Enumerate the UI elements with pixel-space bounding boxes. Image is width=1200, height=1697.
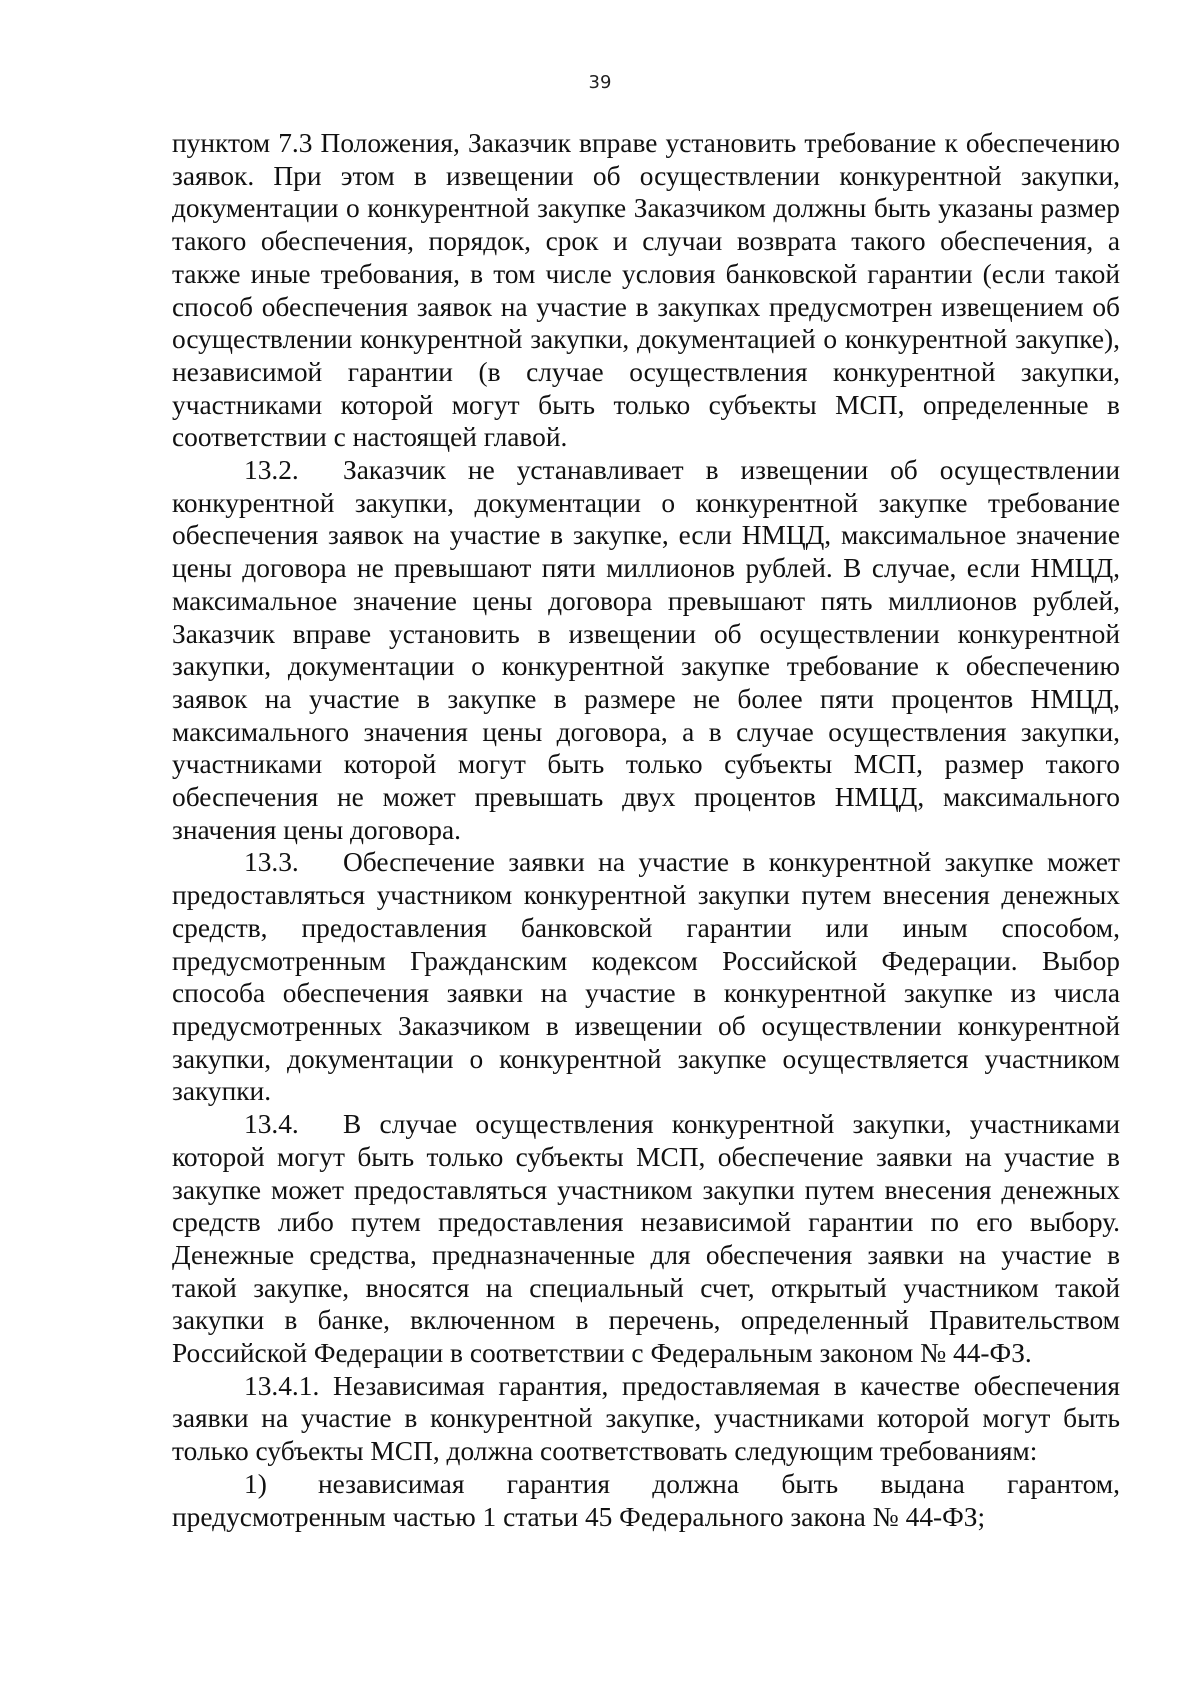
paragraph-text: пунктом 7.3 Положения, Заказчик вправе установить требование к обеспечению заявок. При этом в извещении об осуществлении конкурентной закупки, документации о конкурентной закупке Заказчиком должны быть указаны размер такого обеспечения, порядок, срок и случаи возврата такого обеспечения, а также иные требования, в том числе условия банковской гарантии (если такой способ обеспечения заявок на участие в закупках предусмотрен извещением об осуществлении конкурентной закупки, документацией о конкурентной закупке), независимой гарантии (в случае осуществления конкурентной закупки, участниками которой могут быть только субъекты МСП, определенные в соответствии с настоящей главой. — [172, 128, 1120, 453]
document-body — [172, 127, 1120, 1533]
paragraph-13-4 — [172, 1108, 1120, 1370]
clause-number: 13.2. — [244, 455, 299, 486]
paragraph-text: В случае осуществления конкурентной закупки, участниками которой могут быть только субъекты МСП, обеспечение заявки на участие в закупке может предоставляться участником закупки путем внесения денежных средств либо путем предоставления независимой гарантии по его выбору. Денежные средства, предназначенные для обеспечения заявки на участие в такой закупке, вносятся на специальный счет, открытый участником такой закупки в банке, включенном в перечень, определенный Правительством Российской Федерации в соответствии с Федеральным законом № 44-ФЗ. — [172, 1109, 1120, 1369]
clause-number: 13.4. — [244, 1109, 299, 1140]
page-number: 39 — [588, 72, 612, 93]
list-item-1 — [172, 1468, 1120, 1533]
paragraph-text: Заказчик не устанавливает в извещении об осуществлении конкурентной закупки, документации о конкурентной закупке требование обеспечения заявок на участие в закупке, если НМЦД, максимальное значение цены договора не превышают пяти миллионов рублей. В случае, если НМЦД, максимальное значение цены договора превышают пять миллионов рублей, Заказчик вправе установить в извещении об осуществлении конкурентной закупки, документации о конкурентной закупке требование к обеспечению заявок на участие в закупке в размере не более пяти процентов НМЦД, максимального значения цены договора, а в случае осуществления закупки, участниками которой могут быть только субъекты МСП, размер такого обеспечения не может превышать двух процентов НМЦД, максимального значения цены договора. — [172, 455, 1120, 845]
paragraph-text: независимая гарантия должна быть выдана гарантом, предусмотренным частью 1 статьи 45 Федерального закона № 44-ФЗ; — [172, 1468, 1120, 1532]
clause-number: 13.3. — [244, 847, 299, 878]
paragraph-13-1-continuation — [172, 127, 1120, 454]
list-number: 1) — [244, 1468, 267, 1499]
paragraph-13-3 — [172, 846, 1120, 1108]
paragraph-13-2 — [172, 454, 1120, 846]
paragraph-13-4-1 — [172, 1370, 1120, 1468]
paragraph-text: Обеспечение заявки на участие в конкурентной закупке может предоставляться участником конкурентной закупки путем внесения денежных средств, предоставления банковской гарантии или иным способом, предусмотренным Гражданским кодексом Российской Федерации. Выбор способа обеспечения заявки на участие в конкурентной закупке из числа предусмотренных Заказчиком в извещении об осуществлении конкурентной закупки, документации о конкурентной закупке осуществляется участником закупки. — [172, 847, 1120, 1107]
paragraph-text: 13.4.1. Независимая гарантия, предоставляемая в качестве обеспечения заявки на участие в конкурентной закупке, участниками которой могут быть только субъекты МСП, должна соответствовать следующим требованиям: — [172, 1370, 1120, 1467]
